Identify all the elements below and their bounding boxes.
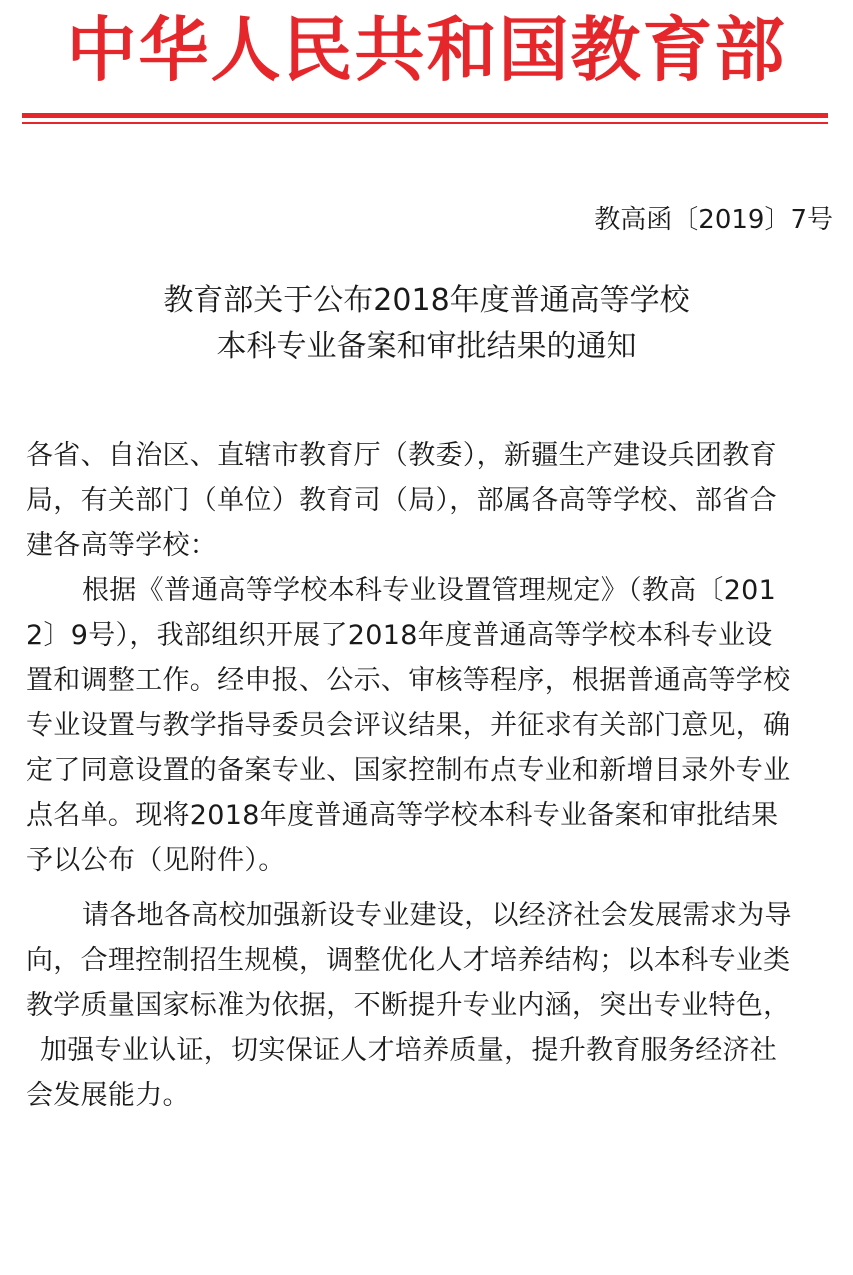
masthead-title: 中华人民共和国教育部 [66, 8, 787, 91]
paragraph-gap [26, 883, 830, 893]
paragraph-line: 向，合理控制招生规模，调整优化人才培养结构；以本科专业类 [26, 945, 791, 976]
paragraph-line: 请各地各高校加强新设专业建设，以经济社会发展需求为导 [82, 900, 792, 931]
addressee [26, 433, 830, 568]
paragraph-line: 定了同意设置的备案专业、国家控制布点专业和新增目录外专业 [26, 755, 791, 786]
document-title-line-2: 本科专业备案和审批结果的通知 [216, 329, 637, 364]
paragraph-line: 教学质量国家标准为依据，不断提升专业内涵，突出专业特色， [26, 990, 791, 1021]
paragraph-line: 专业设置与教学指导委员会评议结果，并征求有关部门意见，确 [26, 710, 791, 741]
paragraph-1 [26, 568, 830, 883]
paragraph-line: 置和调整工作。经申报、公示、审核等程序，根据普通高等学校 [26, 665, 791, 696]
paragraph-line: 2〕9号），我部组织开展了2018年度普通高等学校本科专业设 [26, 620, 773, 651]
document-title-line-1: 教育部关于公布2018年度普通高等学校 [163, 283, 690, 318]
paragraph-line: 会发展能力。 [26, 1080, 190, 1111]
addressee-line: 各省、自治区、直辖市教育厅（教委），新疆生产建设兵团教育 [26, 440, 777, 471]
document-number: 教高函〔2019〕7号 [594, 205, 833, 235]
masthead-red-rule-thick [22, 113, 828, 118]
document-body [26, 433, 830, 1118]
paragraph-line: 予以公布（见附件）。 [26, 845, 286, 876]
document-title [0, 278, 853, 370]
addressee-line: 建各高等学校： [26, 530, 218, 561]
paragraph-2 [26, 893, 830, 1118]
addressee-line: 局，有关部门（单位）教育司（局），部属各高等学校、部省合 [26, 485, 777, 516]
paragraph-line: 根据《普通高等学校本科专业设置管理规定》（教高〔201 [82, 575, 777, 606]
paragraph-line: 加强专业认证，切实保证人才培养质量，提升教育服务经济社 [40, 1035, 778, 1066]
masthead-red-rule-thin [22, 122, 828, 124]
paragraph-line: 点名单。现将2018年度普通高等学校本科专业备案和审批结果 [26, 800, 779, 831]
